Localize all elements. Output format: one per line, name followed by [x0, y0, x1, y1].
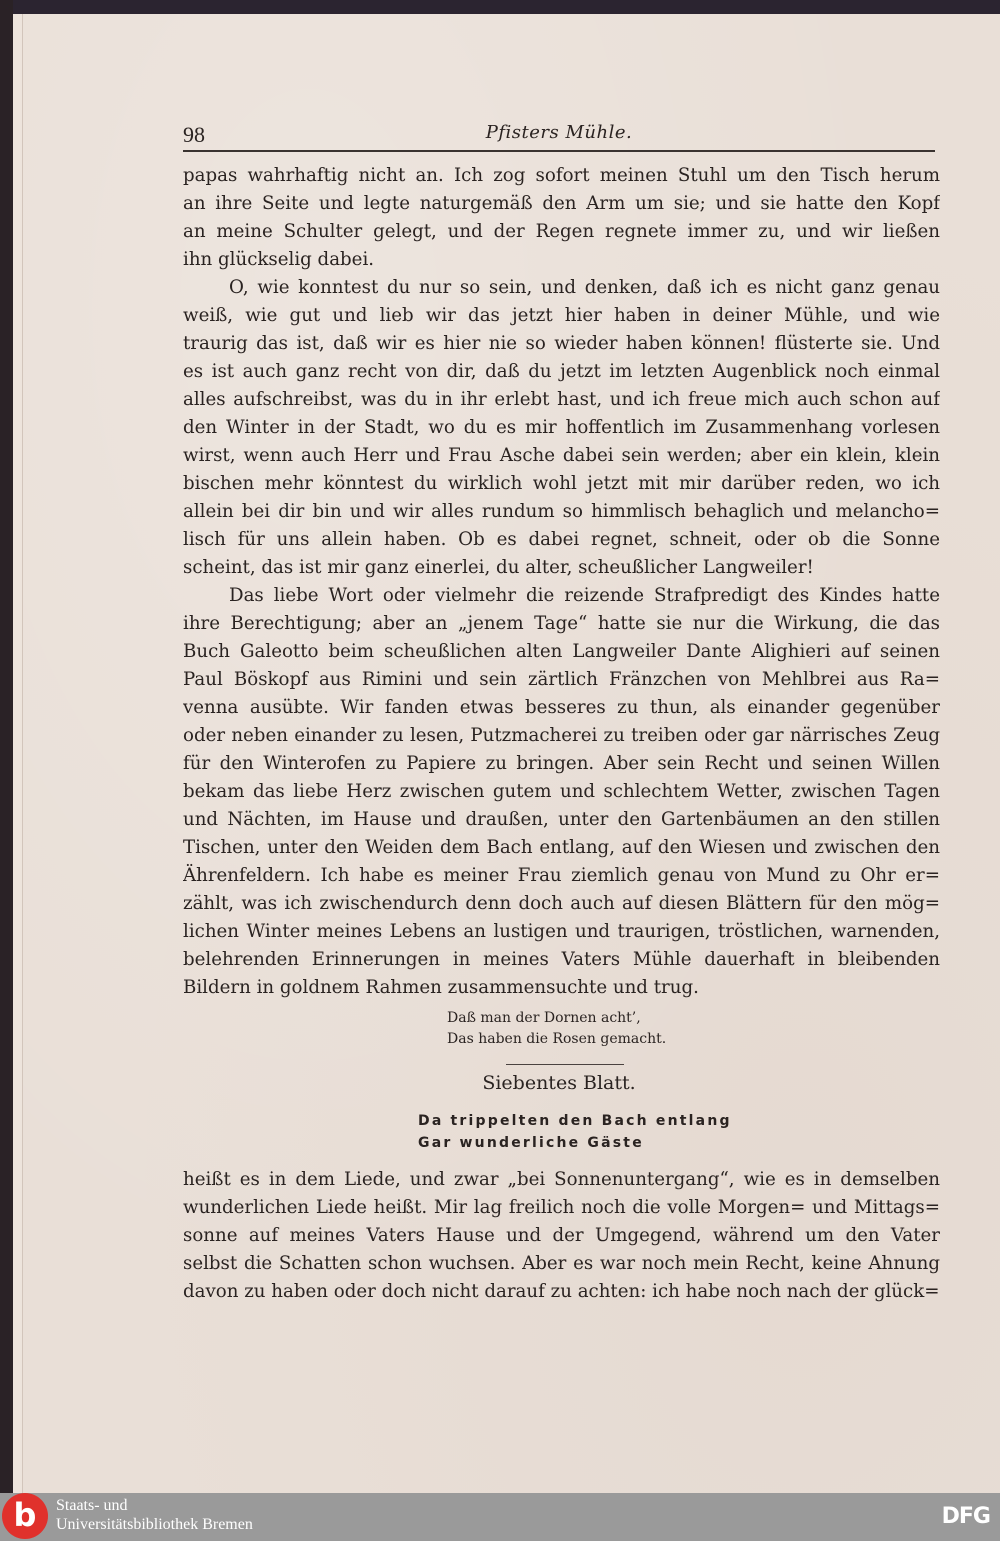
text-line: papas wahrhaftig nicht an. Ich zog sofort meinen Stuhl um den Tisch herum — [183, 165, 940, 186]
verse-line: Das haben die Rosen gemacht. — [447, 1031, 667, 1047]
text-line: heißt es in dem Liede, und zwar „bei Sonnenuntergang“, wie es in demselben — [183, 1169, 940, 1190]
library-name[interactable] — [56, 1496, 253, 1534]
text-line: oder neben einander zu lesen, Putzmacherei zu treiben oder gar närrisches Zeug — [183, 725, 940, 746]
text-line: Bildern in goldnem Rahmen zusammensuchte und trug. — [183, 977, 699, 998]
running-head — [183, 118, 935, 150]
paragraph — [183, 274, 940, 582]
paragraph — [183, 1166, 940, 1306]
text-line: lichen Winter meines Lebens an lustigen und traurigen, tröstlichen, warnenden, — [183, 921, 940, 942]
text-line: Buch Galeotto beim scheußlichen alten Langweiler Dante Alighieri auf seinen — [183, 641, 940, 662]
text-line: für den Winterofen zu Papiere zu bringen. Aber sein Recht und seinen Willen — [183, 753, 940, 774]
scan-border-left — [0, 0, 13, 1493]
text-line: lisch für uns allein haben. Ob es dabei regnet, schneit, oder ob die Sonne — [183, 529, 940, 550]
text-line: bischen mehr könntest du wirklich wohl jetzt mit mir darüber reden, wo ich — [183, 473, 940, 494]
text-line: ihre Berechtigung; aber an „jenem Tage“ hatte sie nur die Wirkung, die das — [183, 613, 940, 634]
scan-border-top — [0, 0, 1000, 14]
section-divider — [506, 1064, 624, 1065]
text-line: zählt, was ich zwischendurch denn doch auch auf diesen Blättern für den mög= — [183, 893, 940, 914]
library-footer-bar — [0, 1493, 1000, 1541]
text-line: alles aufschreibst, was du in ihr erlebt hast, und ich freue mich auch schon auf — [183, 389, 940, 410]
text-line: weiß, wie gut und lieb wir das jetzt hier haben in deiner Mühle, und wie — [183, 305, 940, 326]
text-line: sonne auf meines Vaters Hause und der Umgegend, während um den Vater — [183, 1225, 940, 1246]
verse-line: Daß man der Dornen acht’, — [447, 1010, 641, 1026]
epigraph-line: Gar wunderliche Gäste — [418, 1135, 644, 1151]
text-line: traurig das ist, daß wir es hier nie so wieder haben können! flüsterte sie. Und — [183, 333, 940, 354]
chapter-title: Siebentes Blatt. — [482, 1072, 636, 1094]
dfg-logo-icon[interactable]: DFG — [941, 1504, 990, 1529]
text-line: bekam das liebe Herz zwischen gutem und schlechtem Wetter, zwischen Tagen — [183, 781, 940, 802]
paragraph — [183, 582, 940, 1002]
page-edge — [13, 14, 23, 1493]
text-line: davon zu haben oder doch nicht darauf zu achten: ich habe noch nach der glück= — [183, 1281, 940, 1302]
verse-quote — [447, 1008, 666, 1050]
epigraph-line: Da trippelten den Bach entlang — [418, 1113, 732, 1129]
text-line: Paul Böskopf aus Rimini und sein zärtlich Fränzchen von Mehlbrei aus Ra= — [183, 669, 940, 690]
text-line: und Nächten, im Hause und draußen, unter den Gartenbäumen an den stillen — [183, 809, 940, 830]
text-line: selbst die Schatten schon wuchsen. Aber es war noch mein Recht, keine Ahnung — [183, 1253, 940, 1274]
chapter-epigraph — [418, 1110, 732, 1154]
text-line: scheint, das ist mir ganz einerlei, du alter, scheußlicher Langweiler! — [183, 557, 814, 578]
library-name-line-2: Universitätsbibliothek Bremen — [56, 1516, 253, 1533]
text-line: wirst, wenn auch Herr und Frau Asche dabei sein werden; aber ein klein, klein — [183, 445, 940, 466]
text-line: O, wie konntest du nur so sein, und denken, daß ich es nicht ganz genau — [229, 277, 940, 298]
running-title: Pfisters Mühle. — [485, 122, 633, 143]
text-line: es ist auch ganz recht von dir, daß du jetzt im letzten Augenblick noch einmal — [183, 361, 940, 382]
text-line: Tischen, unter den Weiden dem Bach entlang, auf den Wiesen und zwischen den — [183, 837, 940, 858]
library-name-line-1: Staats- und — [56, 1497, 128, 1514]
text-line: venna ausübte. Wir fanden etwas besseres zu thun, als einander gegenüber — [183, 697, 940, 718]
page-number: 98 — [183, 122, 205, 147]
text-line: ihn glückselig dabei. — [183, 249, 375, 270]
body-text-section-1 — [183, 162, 940, 1002]
text-line: Ährenfeldern. Ich habe es meiner Frau ziemlich genau von Mund zu Ohr er= — [183, 865, 940, 886]
paragraph — [183, 162, 940, 274]
library-logo-icon[interactable]: b — [2, 1493, 48, 1539]
header-rule — [183, 150, 935, 152]
text-line: Das liebe Wort oder vielmehr die reizende Strafpredigt des Kindes hatte — [229, 585, 940, 606]
text-line: allein bei dir bin und wir alles rundum so himmlisch behaglich und melancho= — [183, 501, 940, 522]
text-line: wunderlichen Liede heißt. Mir lag freilich noch die volle Morgen= und Mittags= — [183, 1197, 940, 1218]
text-line: an ihre Seite und legte naturgemäß den Arm um sie; und sie hatte den Kopf — [183, 193, 940, 214]
body-text-section-2 — [183, 1166, 940, 1306]
text-line: belehrenden Erinnerungen in meines Vaters Mühle dauerhaft in bleibenden — [183, 949, 940, 970]
text-line: den Winter in der Stadt, wo du es mir hoffentlich im Zusammenhang vorlesen — [183, 417, 940, 438]
text-line: an meine Schulter gelegt, und der Regen regnete immer zu, und wir ließen — [183, 221, 940, 242]
